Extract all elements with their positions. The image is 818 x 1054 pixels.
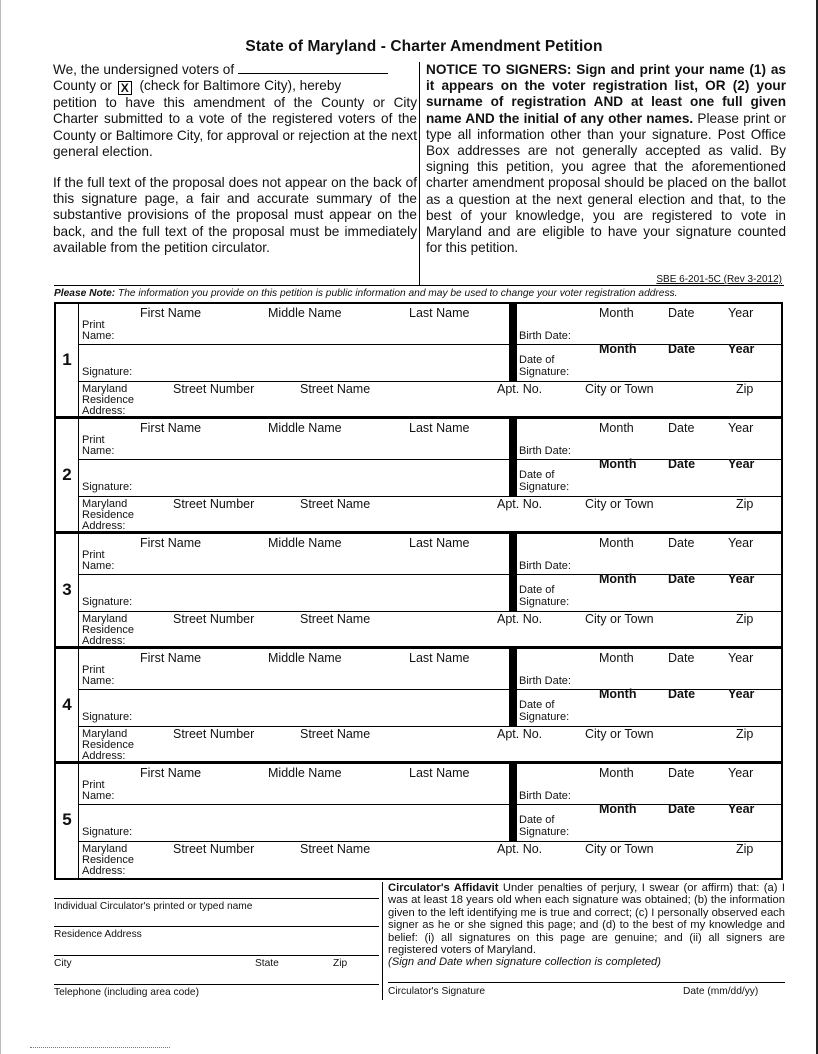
date-of-label: Date of: [519, 469, 555, 481]
city-label: City: [54, 958, 72, 969]
signature-label: Signature:: [82, 366, 133, 378]
signature-month-header: Month: [599, 802, 637, 816]
signature-date-label: Signature:: [519, 596, 570, 608]
number-column-line: [78, 764, 79, 879]
signature-date-label: Signature:: [519, 711, 570, 723]
print-label: Print: [82, 664, 105, 676]
footer-rule: [30, 1047, 170, 1048]
signer-entry: [56, 649, 781, 764]
name-label: Name:: [82, 790, 115, 802]
birth-date-header: Date: [668, 766, 695, 780]
street-number-header: Street Number: [173, 497, 255, 511]
please-note-label: Please Note:: [54, 288, 116, 299]
maryland-label: Maryland: [82, 613, 128, 625]
county-blank-line[interactable]: [238, 63, 388, 74]
affidavit-body: Under penalties of perjury, I swear (or affirm) that: (a) I was at least 18 years old when each signature was obtained; (b) the information given to the left identifying me is true and correct; (c) I personally observed each signer as he or she signed this page; and (d) to the best of my knowledge and belief: (i) all signatures on this page are genuine; and (ii) all signers are registered voters of Maryland.: [388, 882, 785, 957]
birth-date-field[interactable]: [586, 435, 776, 457]
form-number: SBE 6-201-5C (Rev 3-2012): [656, 274, 782, 285]
city-or-town-header: City or Town: [585, 727, 654, 741]
signature-line: [78, 381, 509, 382]
intro-column: [53, 62, 417, 256]
apt-no-header: Apt. No.: [497, 612, 543, 626]
print-name-field[interactable]: [146, 781, 506, 801]
birth-date-label: Birth Date:: [519, 790, 571, 802]
name-line: [78, 459, 509, 460]
birth-year-header: Year: [728, 766, 754, 780]
affidavit-title: Circulator's Affidavit: [388, 882, 499, 894]
signature-grid: [54, 302, 783, 880]
date-of-label: Date of: [519, 584, 555, 596]
date-divider-bar: [509, 304, 517, 382]
full-text-paragraph: If the full text of the proposal does not appear on the back of this signature page, a fair and accurate summary of the substantive provisions of the proposal must appear on the back, and the full text of the proposal must be immediately available from the petition circulator.: [53, 175, 417, 255]
signature-date-header: Date: [668, 457, 696, 471]
signer-entry: [56, 764, 781, 879]
entry-number: 4: [62, 695, 72, 714]
address-field[interactable]: [146, 741, 776, 761]
first-name-header: First Name: [140, 421, 202, 435]
middle-name-header: Middle Name: [268, 536, 342, 550]
address-label: Address:: [82, 520, 126, 532]
telephone-label: Telephone (including area code): [54, 987, 199, 998]
last-name-header: Last Name: [409, 536, 470, 550]
street-name-header: Street Name: [300, 497, 371, 511]
signature-date-header: Date: [668, 687, 696, 701]
middle-name-header: Middle Name: [268, 766, 342, 780]
residence-address-label: Residence Address: [54, 929, 142, 940]
signature-label: Signature:: [82, 711, 133, 723]
birth-date-header: Date: [668, 306, 695, 320]
residence-address-line[interactable]: [54, 926, 379, 927]
signature-year-header: Year: [728, 342, 755, 356]
entry-number: 2: [62, 465, 72, 484]
last-name-header: Last Name: [409, 651, 470, 665]
residence-label: Residence: [82, 509, 134, 521]
zip-header: Zip: [736, 382, 754, 396]
address-field[interactable]: [146, 396, 776, 416]
last-name-header: Last Name: [409, 766, 470, 780]
birth-date-label: Birth Date:: [519, 675, 571, 687]
entry-number: 3: [62, 580, 72, 599]
signature-date-header: Date: [668, 572, 696, 586]
signature-month-header: Month: [599, 687, 637, 701]
street-name-header: Street Name: [300, 842, 371, 856]
birth-date-label: Birth Date:: [519, 560, 571, 572]
address-field[interactable]: [146, 626, 776, 646]
street-name-header: Street Name: [300, 612, 371, 626]
signature-date-header: Date: [668, 802, 696, 816]
circulator-name-line[interactable]: [54, 898, 379, 899]
signature-date-field[interactable]: [586, 356, 776, 378]
check-baltimore-label: (check for Baltimore City), hereby: [139, 78, 342, 94]
middle-name-header: Middle Name: [268, 421, 342, 435]
apt-no-header: Apt. No.: [497, 497, 543, 511]
county-or-label: County or: [53, 78, 112, 94]
birth-month-header: Month: [599, 536, 634, 550]
signature-field[interactable]: [146, 808, 506, 838]
signature-label: Signature:: [82, 826, 133, 838]
residence-label: Residence: [82, 394, 134, 406]
zip-header: Zip: [736, 497, 754, 511]
print-name-field[interactable]: [146, 666, 506, 686]
birth-month-header: Month: [599, 306, 634, 320]
apt-no-header: Apt. No.: [497, 842, 543, 856]
name-label: Name:: [82, 445, 115, 457]
maryland-label: Maryland: [82, 383, 128, 395]
birth-date-field[interactable]: [586, 550, 776, 572]
birth-date-header: Date: [668, 651, 695, 665]
please-note: [54, 288, 784, 299]
intro-line-2: [53, 78, 417, 95]
signature-label: Signature:: [82, 481, 133, 493]
street-name-header: Street Name: [300, 727, 371, 741]
street-number-header: Street Number: [173, 727, 255, 741]
birth-month-header: Month: [599, 421, 634, 435]
affidavit-note: (Sign and Date when signature collection is completed): [388, 956, 662, 969]
print-name-field[interactable]: [146, 551, 506, 571]
date-divider-bar: [509, 764, 517, 842]
birth-year-header: Year: [728, 536, 754, 550]
apt-no-header: Apt. No.: [497, 382, 543, 396]
date-of-label: Date of: [519, 699, 555, 711]
circulator-name-label: Individual Circulator's printed or typed name: [54, 901, 253, 912]
signature-field[interactable]: [146, 463, 506, 493]
city-or-town-header: City or Town: [585, 382, 654, 396]
page-title: State of Maryland - Charter Amendment Petition: [245, 38, 603, 55]
city-or-town-header: City or Town: [585, 842, 654, 856]
signer-entry: [56, 419, 781, 534]
date-of-label: Date of: [519, 814, 555, 826]
maryland-label: Maryland: [82, 843, 128, 855]
birth-year-header: Year: [728, 651, 754, 665]
zip-header: Zip: [736, 612, 754, 626]
maryland-label: Maryland: [82, 498, 128, 510]
print-label: Print: [82, 549, 105, 561]
middle-name-header: Middle Name: [268, 651, 342, 665]
signature-date-field[interactable]: [586, 471, 776, 493]
maryland-label: Maryland: [82, 728, 128, 740]
birth-date-field[interactable]: [586, 665, 776, 687]
last-name-header: Last Name: [409, 421, 470, 435]
notice-bold-text: NOTICE TO SIGNERS: Sign and print your name (1) as it appears on the voter registration list, OR (2) your surname of registration AND at least one full given name AND the initial of any other names.: [426, 62, 786, 126]
address-field[interactable]: [146, 511, 776, 531]
signer-entry: [56, 304, 781, 419]
name-label: Name:: [82, 675, 115, 687]
signature-field[interactable]: [146, 348, 506, 378]
number-column-line: [78, 419, 79, 531]
intro-prefix: We, the undersigned voters of: [53, 62, 235, 77]
address-label: Address:: [82, 865, 126, 877]
date-divider-bar: [509, 419, 517, 497]
signature-field[interactable]: [146, 693, 506, 723]
signature-date-header: Date: [668, 342, 696, 356]
middle-name-header: Middle Name: [268, 306, 342, 320]
intro-petition-text: petition to have this amendment of the County or City Charter submitted to a vote of the registered voters of the County or Baltimore City, for approval or rejection at the next general election.: [53, 95, 417, 159]
birth-month-header: Month: [599, 651, 634, 665]
birth-date-label: Birth Date:: [519, 445, 571, 457]
street-number-header: Street Number: [173, 612, 255, 626]
signature-month-header: Month: [599, 342, 637, 356]
address-label: Address:: [82, 405, 126, 417]
print-label: Print: [82, 779, 105, 791]
signature-year-header: Year: [728, 687, 755, 701]
address-label: Address:: [82, 635, 126, 647]
birth-date-header: Date: [668, 536, 695, 550]
city-or-town-header: City or Town: [585, 612, 654, 626]
number-column-line: [78, 304, 79, 416]
city-or-town-header: City or Town: [585, 497, 654, 511]
state-label: State: [255, 958, 279, 969]
entry-number: 1: [62, 350, 72, 369]
zip-label: Zip: [333, 958, 348, 969]
birth-date-label: Birth Date:: [519, 330, 571, 342]
last-name-header: Last Name: [409, 306, 470, 320]
please-note-text: The information you provide on this petition is public information and may be used to change your voter registration address.: [115, 288, 678, 299]
date-divider-bar: [509, 649, 517, 727]
name-label: Name:: [82, 330, 115, 342]
residence-label: Residence: [82, 854, 134, 866]
zip-header: Zip: [736, 727, 754, 741]
street-number-header: Street Number: [173, 842, 255, 856]
name-line: [78, 574, 509, 575]
intro-line-1: [53, 62, 417, 78]
signature-date-field[interactable]: [586, 816, 776, 838]
signature-date-field[interactable]: [586, 586, 776, 608]
column-divider: [419, 62, 420, 286]
print-label: Print: [82, 319, 105, 331]
street-name-header: Street Name: [300, 382, 371, 396]
residence-label: Residence: [82, 739, 134, 751]
birth-date-field[interactable]: [586, 320, 776, 342]
circulator-signature-line[interactable]: [388, 982, 785, 983]
birth-month-header: Month: [599, 766, 634, 780]
birth-year-header: Year: [728, 306, 754, 320]
notice-normal-text: Please print or type all information other than your signature. Post Office Box addresses are not generally accepted as valid. By signing this petition, you agree that the aforementioned charter amendment proposal should be placed on the ballot as a question at the next general election and that, to the best of your knowledge, you are registered to vote in Maryland and are eligible to have your signature counted for this petition.: [426, 110, 786, 256]
signature-month-header: Month: [599, 457, 637, 471]
address-field[interactable]: [146, 856, 776, 876]
notice-to-signers: [426, 62, 786, 256]
residence-label: Residence: [82, 624, 134, 636]
number-column-line: [78, 534, 79, 646]
notice-divider: [54, 285, 784, 286]
birth-year-header: Year: [728, 421, 754, 435]
print-name-field[interactable]: [146, 321, 506, 341]
signature-date-label: Signature:: [519, 826, 570, 838]
signature-field[interactable]: [146, 578, 506, 608]
signature-date-field[interactable]: [586, 701, 776, 723]
address-label: Address:: [82, 750, 126, 762]
name-label: Name:: [82, 560, 115, 572]
signature-line: [78, 496, 509, 497]
city-state-zip-line[interactable]: [54, 955, 379, 956]
first-name-header: First Name: [140, 651, 202, 665]
signature-label: Signature:: [82, 596, 133, 608]
print-label: Print: [82, 434, 105, 446]
signature-line: [78, 841, 509, 842]
apt-no-header: Apt. No.: [497, 727, 543, 741]
affidavit-divider: [382, 882, 383, 1000]
circulator-affidavit: [388, 882, 785, 969]
zip-header: Zip: [736, 842, 754, 856]
circulator-signature-label: Circulator's Signature: [388, 986, 486, 997]
signature-year-header: Year: [728, 802, 755, 816]
birth-date-field[interactable]: [586, 780, 776, 802]
signature-line: [78, 611, 509, 612]
date-of-label: Date of: [519, 354, 555, 366]
signature-date-label: Signature:: [519, 481, 570, 493]
signature-line: [78, 726, 509, 727]
signature-date-label: Signature:: [519, 366, 570, 378]
signature-month-header: Month: [599, 572, 637, 586]
signer-entry: [56, 534, 781, 649]
telephone-line[interactable]: [54, 984, 379, 985]
signature-year-header: Year: [728, 572, 755, 586]
signature-year-header: Year: [728, 457, 755, 471]
name-line: [78, 689, 509, 690]
first-name-header: First Name: [140, 536, 202, 550]
name-line: [78, 344, 509, 345]
entry-number: 5: [62, 810, 72, 829]
first-name-header: First Name: [140, 306, 202, 320]
name-line: [78, 804, 509, 805]
number-column-line: [78, 649, 79, 761]
first-name-header: First Name: [140, 766, 202, 780]
street-number-header: Street Number: [173, 382, 255, 396]
baltimore-city-checkbox[interactable]: X: [118, 81, 132, 95]
date-divider-bar: [509, 534, 517, 612]
print-name-field[interactable]: [146, 436, 506, 456]
birth-date-header: Date: [668, 421, 695, 435]
circulator-date-label: Date (mm/dd/yy): [683, 986, 759, 997]
